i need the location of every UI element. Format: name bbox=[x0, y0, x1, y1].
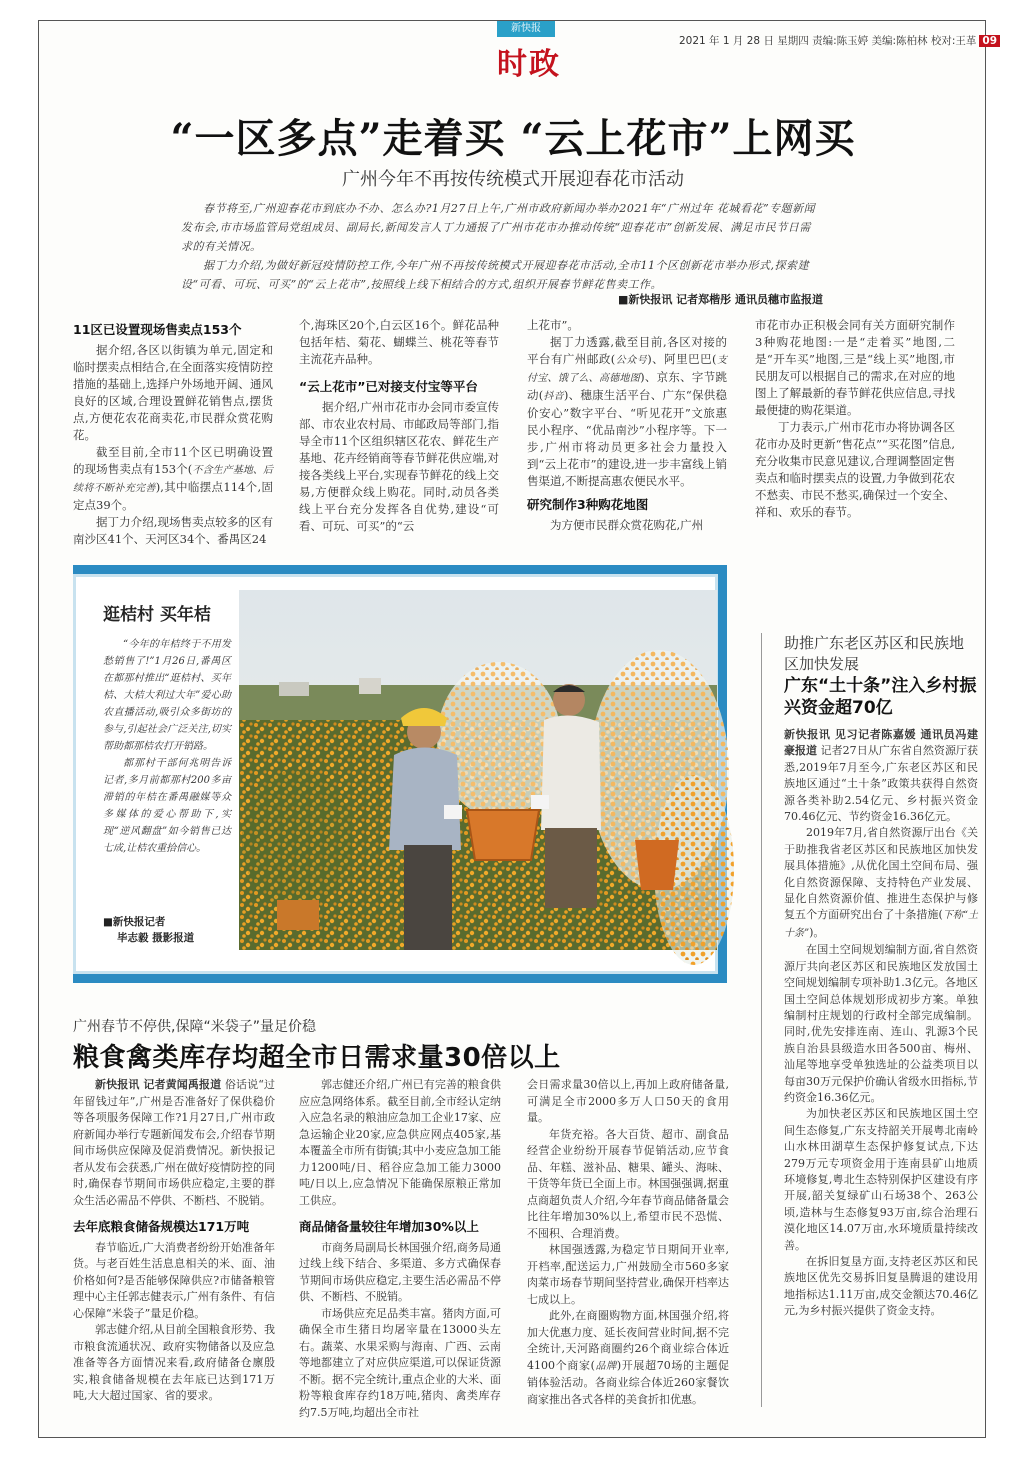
photo-byline-line: ■新快报记者 bbox=[103, 916, 166, 928]
paragraph bbox=[73, 444, 273, 514]
main-column-3 bbox=[527, 317, 728, 532]
paragraph-text: )开展超70场的主题促销体验活动。各商业综合体近260家餐饮商家推出各式各样的美食折扣优惠。 bbox=[527, 1358, 729, 1406]
paragraph: 市场供应充足品类丰富。猪肉方面,可确保全市生猪日均屠宰量在13000头左右。蔬菜、水果采购与海南、广西、云南等地都建立了对应供应渠道,可以保证货源不断。据不完全统计,重点企业的大米、面粉等粮食库存约18万吨,猪肉、禽类库存约7.5万吨,均超出全市社 bbox=[299, 1306, 501, 1419]
paragraph: 林国强透露,为稳定节日期间开业率,开档率,配送运力,广州鼓励全市560多家肉菜市场春节期间坚持营业,确保开档率达七成以上。 bbox=[527, 1243, 729, 1306]
intro-paragraph: 据丁力介绍,为做好新冠疫情防控工作,今年广州不再按传统模式开展迎春花市活动,全市11个区创新花市举办形式,探索建设“可看、可玩、可买”的“云上花市”,按照线上线下相结合的方式,组织开展春节鲜花售卖工作。 bbox=[181, 259, 809, 291]
caption-paragraph: 都那村干部何兆明告诉记者,多月前都那村200多亩滞销的年桔在番禺融媒等众多媒体的爱心帮助下,实现“逆风翻盘”如今销售已达七成,让桔农重拾信心。 bbox=[103, 758, 231, 854]
paragraph-text: 俗话说“过年留钱过年”,广州是否准备好了保供稳价等各项服务保障工作?1月27日,广州市政府新闻办举行专题新闻发布会,介绍春节期间市场供应保障及促消费情况。新快报记者从发布会获悉,广州在做好疫情防控的同时,确保春节期间市场供应稳定,主要的群众生活必需品不停供、不断档、不脱销。 bbox=[73, 1078, 275, 1207]
grain-column-2 bbox=[299, 1077, 501, 1427]
paragraph-text: 记者27日从广东省自然资源厅获悉,2019年7月至今,广东老区苏区和民族地区通过“土十条”政策共获得自然资源各类补助2.54亿元、乡村振兴资金70.46亿元、节约资金16.36亿元。 bbox=[784, 744, 979, 824]
paragraph-note: 不含生产基地、后续将不断补充完善 bbox=[73, 465, 274, 494]
subheading: 去年底粮食储备规模达171万吨 bbox=[73, 1219, 250, 1234]
subheading: “云上花市”已对接支付宝等平台 bbox=[299, 379, 478, 394]
paragraph: 上花市”。 bbox=[527, 318, 579, 332]
main-column-1 bbox=[73, 317, 274, 546]
main-subtitle: 广州今年不再按传统模式开展迎春花市活动 bbox=[342, 169, 684, 190]
paragraph-text: )、穗康生活平台、广东“保供稳价安心”数字平台、“听见花开”文旅惠民小程序、“优品南沙”小程序等。下一步,广州市将动员更多社会力量投入到“云上花市”的建设,进一步丰富线上销售渠道,不断提高惠农便民水平。 bbox=[527, 388, 727, 488]
grain-column-1 bbox=[73, 1077, 275, 1427]
grain-kicker: 广州春节不停供,保障“米袋子”量足价稳 bbox=[73, 1019, 316, 1035]
paragraph-note: 品牌 bbox=[594, 1360, 617, 1372]
paragraph-text: 此外,在商圈购物方面,林国强介绍,将加大优惠力度、延长夜间营业时间,据不完全统计,天河路商圈约26个商业综合体近4100个商家( bbox=[527, 1309, 729, 1372]
paragraph-note: 公众号 bbox=[615, 355, 648, 366]
paragraph: 会日需求量30倍以上,再加上政府储备量,可满足全市2000多万人口50天的食用量。 bbox=[527, 1078, 729, 1124]
paragraph-text: ),其中临摆点114个,固定点39个。 bbox=[73, 480, 274, 512]
paragraph: 郭志健还介绍,广州已有完善的粮食供应应急网络体系。截至目前,全市经认定纳入应急名录的粮油应急加工企业17家、应急运输企业20家,应急供应网点405家,基本覆盖全市所有街镇;其中小麦应急加工能力1200吨/日、稻谷应急加工能力3000吨/日以上,应急情况下能确保原粮正常加工供应。 bbox=[299, 1078, 501, 1207]
main-column-2 bbox=[299, 317, 499, 533]
section-title: 时政 bbox=[497, 47, 561, 82]
sidebar-byline: 新快报讯 见习记者陈嘉媛 通讯员冯建豪报道 bbox=[784, 728, 978, 758]
sidebar-body bbox=[784, 727, 978, 1407]
paragraph: 在国土空间规划编制方面,省自然资源厅共向老区苏区和民族地区发放国土空间规划编制专项补助1.3亿元。各地区国土空间总体规划形成初步方案。单独编制村庄规划的行政村全部完成编制。同时,优先安排连南、连山、乳源3个民族自治县县级造水田各500亩、梅州、汕尾等地享受单独选址的公益类项目以每亩30万元保护价确认省级水田指标,节约资金16.36亿元。 bbox=[784, 943, 978, 1104]
paragraph bbox=[784, 825, 978, 942]
subheading: 研究制作3种购花地图 bbox=[527, 497, 649, 512]
paragraph-text: )、阿里巴巴( bbox=[647, 352, 717, 366]
paragraph bbox=[527, 334, 727, 490]
paragraph: 据丁力介绍,现场售卖点较多的区有南沙区41个、天河区34个、番禺区24 bbox=[73, 515, 273, 546]
paragraph: 春节临近,广大消费者纷纷开始准备年货。与老百姓生活息息相关的米、面、油价格如何?是否能够保障供应?市储备粮管理中心主任郭志健表示,广州有条件、有信心保障“米袋子”量足价稳。 bbox=[73, 1240, 275, 1320]
sidebar-story bbox=[761, 633, 977, 1407]
kumquat-farmers-photo bbox=[239, 590, 717, 950]
paragraph: 年货充裕。各大百货、超市、副食品经营企业纷纷开展春节促销活动,应节食品、年糕、滋补品、糖果、罐头、海味、干货等年货已全面上市。林国强强调,据重点商超负责人介绍,今年春节商品储备量会比往年增加30%以上,希望市民不恐慌、不囤积、合理消费。 bbox=[527, 1127, 729, 1240]
paragraph-text: )、京东、字节跳动( bbox=[527, 370, 727, 402]
paragraph-text: 截至目前,全市11个区已明确设置的现场售卖点有153个( bbox=[73, 445, 273, 476]
grain-byline: 新快报讯 记者黄闻禹报道 bbox=[95, 1078, 222, 1091]
main-headline: “一区多点”走着买 “云上花市”上网买 bbox=[170, 115, 856, 162]
subheading: 11区已设置现场售卖点153个 bbox=[73, 322, 242, 337]
paragraph: 在拆旧复垦方面,支持老区苏区和民族地区优先交易拆旧复垦腾退的建设用地指标达1.11万亩,成交金额达70.46亿元,为乡村振兴提供了资金支持。 bbox=[784, 1255, 978, 1318]
subheading: 商品储备量较往年增加30%以上 bbox=[299, 1219, 479, 1234]
paragraph-note: 下称“土十条” bbox=[784, 910, 978, 939]
photo-caption bbox=[103, 636, 231, 857]
paragraph: 据介绍,各区以街镇为单元,固定和临时摆卖点相结合,在全面落实疫情防控措施的基础上,选择户外场地开阔、通风良好的区域,合理设置鲜花销售点,摆货点,方便花农花商卖花,市民群众赏花购花。 bbox=[73, 343, 273, 442]
photo-story-box bbox=[73, 565, 727, 983]
paragraph: 据介绍,广州市花市办会同市委宣传部、市农业农村局、市邮政局等部门,指导全市11个区组织辖区花农、鲜花生产基地、花卉经销商等春节鲜花供应端,对接各类线上平台,实现春节鲜花的线上交易,方便群众线上购花。同时,动员各类线上平台充分发挥各自优势,建设“可看、可玩、可买”的“云 bbox=[299, 400, 499, 533]
intro-paragraph: 春节将至,广州迎春花市到底办不办、怎么办?1月27日上午,广州市政府新闻办举办2021年“广州过年 花城看花”专题新闻发布会,市市场监管局党组成员、副局长,新闻发言人丁力通报了广州市花市办推动传统“迎春花市”创新发展、满足市民节日需求的有关情况。 bbox=[181, 202, 816, 253]
photo-byline-line: 毕志毅 摄影报道 bbox=[117, 932, 195, 944]
paragraph: 为加快老区苏区和民族地区国土空间生态修复,广东支持韶关开展粤北南岭山水林田湖草生态保护修复试点,下达279万元专项资金用于连南县矿山地质环境修复,粤北生态特别保护区建设有序开展,韶关复绿矿山石场38个、263公顷,造林与生态修复93万亩,综合治理石漠化地区14.07万亩,水环境质量持续改善。 bbox=[784, 1107, 978, 1252]
paragraph-note: 抖音 bbox=[543, 391, 564, 402]
paragraph: 市商务局副局长林国强介绍,商务局通过线上线下结合、多渠道、多方式确保春节期间市场供应稳定,主要生活必需品不停供、不断档、不脱销。 bbox=[299, 1240, 501, 1303]
caption-paragraph: “今年的年桔终于不用发愁销售了!”1月26日,番禺区在都那村推出“逛桔村、买年桔、大桔大利过大年”爱心助农直播活动,吸引众多街坊的参与,引起社会广泛关注,切实帮助都那桔农打开销路。 bbox=[103, 639, 231, 752]
main-byline: ■新快报讯 记者郑楷彤 通讯员穗市监报道 bbox=[617, 293, 823, 306]
dateline bbox=[679, 33, 1000, 48]
main-intro bbox=[181, 199, 821, 294]
paragraph: 为方便市民群众赏花购花,广州 bbox=[550, 518, 704, 532]
newspaper-logo: 新快报 bbox=[497, 21, 555, 37]
newspaper-page bbox=[38, 20, 998, 1438]
photo-byline bbox=[103, 914, 223, 946]
grain-column-3 bbox=[527, 1077, 729, 1427]
paragraph-note: 支付宝、饿了么、高德地图 bbox=[527, 355, 728, 384]
paragraph: 丁力表示,广州市花市办将协调各区花市办及时更新“售花点”“买花图”信息,充分收集市民意见建议,合理调整固定售卖点和临时摆卖点的设置,力争做到花农不愁卖、市民不愁买,确保过一个安全、祥和、欢乐的春节。 bbox=[755, 420, 955, 519]
paragraph: 个,海珠区20个,白云区16个。鲜花品种包括年桔、菊花、蝴蝶兰、桃花等春节主流花卉品种。 bbox=[299, 318, 499, 366]
photo-story-title: 逛桔村 买年桔 bbox=[103, 605, 211, 625]
sidebar-kicker: 助推广东老区苏区和民族地区加快发展 bbox=[784, 634, 965, 673]
paragraph-text: )。 bbox=[809, 925, 825, 939]
paragraph-text: 2019年7月,省自然资源厅出台《关于助推我省老区苏区和民族地区加快发展具体措施》,从优化国土空间布局、强化自然资源保障、支持特色产业发展、显化自然资源价值、推进生态保护与修复五个方面研究出台了十条措施( bbox=[784, 826, 978, 922]
paragraph: 市花市办正积极会同有关方面研究制作3种购花地图:一是“走着买”地图,二是“开车买”地图,三是“线上买”地图,市民朋友可以根据自己的需求,在对应的地图上了解最新的春节鲜花供应信息,寻找最便捷的购花渠道。 bbox=[755, 318, 955, 417]
dateline-text: 2021 年 1 月 28 日 星期四 责编:陈玉婷 美编:陈柏林 校对:王革 bbox=[679, 35, 977, 47]
paragraph-text: 据丁力透露,截至目前,各区对接的平台有广州邮政( bbox=[527, 335, 727, 366]
paragraph bbox=[527, 1308, 729, 1408]
paragraph: 郭志健介绍,从目前全国粮食形势、我市粮食流通状况、政府实物储备以及应急准备等各方面情况来看,政府储备仓廪殷实,粮食储备规模在去年底已达到171万吨,大大超过国家、省的要求。 bbox=[73, 1323, 275, 1402]
main-column-4 bbox=[755, 317, 955, 531]
grain-headline: 粮食禽类库存均超全市日需求量30倍以上 bbox=[73, 1043, 561, 1073]
sidebar-headline: 广东“土十条”注入乡村振兴资金超70亿 bbox=[784, 676, 977, 718]
page-number: 09 bbox=[979, 35, 1000, 47]
